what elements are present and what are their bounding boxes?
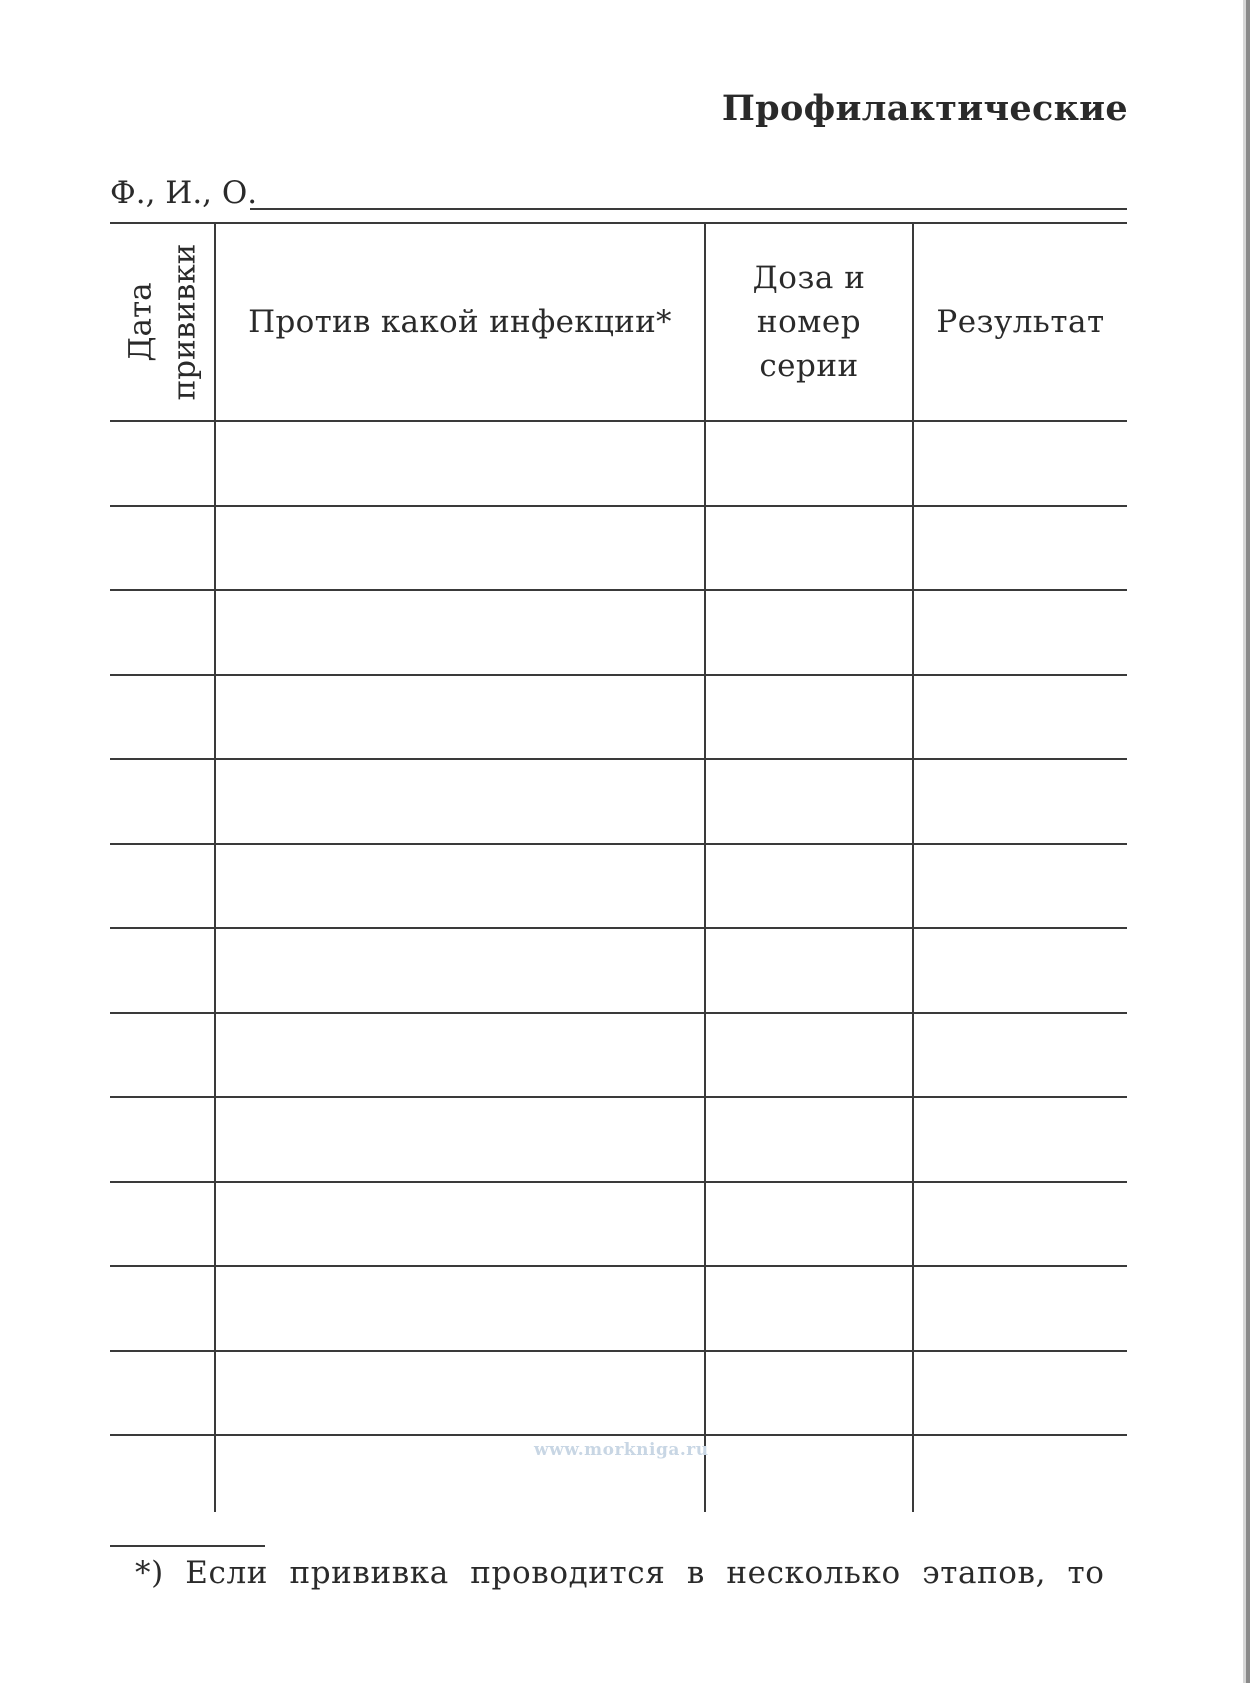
page-edge (1246, 0, 1250, 1683)
header-infection: Против какой инфекции* (248, 304, 672, 340)
table-row-rule (110, 1012, 1127, 1014)
table-row-rule (110, 420, 1127, 422)
table-row-rule (110, 927, 1127, 929)
page-title: Профилактические (721, 88, 1128, 129)
fio-field (110, 175, 1127, 215)
table-row-rule (110, 589, 1127, 591)
table-row-rule (110, 843, 1127, 845)
table-row-rule (110, 1265, 1127, 1267)
header-dose-series: Доза и номер серии (752, 260, 866, 384)
watermark: www.morkniga.ru (534, 1440, 709, 1460)
table-row-rule (110, 758, 1127, 760)
fio-underline (250, 208, 1127, 210)
header-result: Результат (936, 304, 1105, 340)
header-date (110, 224, 214, 420)
footnote-rule (110, 1545, 265, 1547)
vaccination-table (110, 222, 1127, 1512)
table-row-rule (110, 1181, 1127, 1183)
footnote: *) Если прививка проводится в несколько этапов, то (135, 1555, 1105, 1591)
table-row-rule (110, 505, 1127, 507)
table-row-rule (110, 1096, 1127, 1098)
fio-label: Ф., И., О. (110, 175, 258, 211)
header-date-line-1: Дата (122, 282, 158, 362)
table-row-rule (110, 1434, 1127, 1436)
header-date-line-2: прививки (166, 243, 202, 401)
table-row-rule (110, 1350, 1127, 1352)
table-row-rule (110, 674, 1127, 676)
